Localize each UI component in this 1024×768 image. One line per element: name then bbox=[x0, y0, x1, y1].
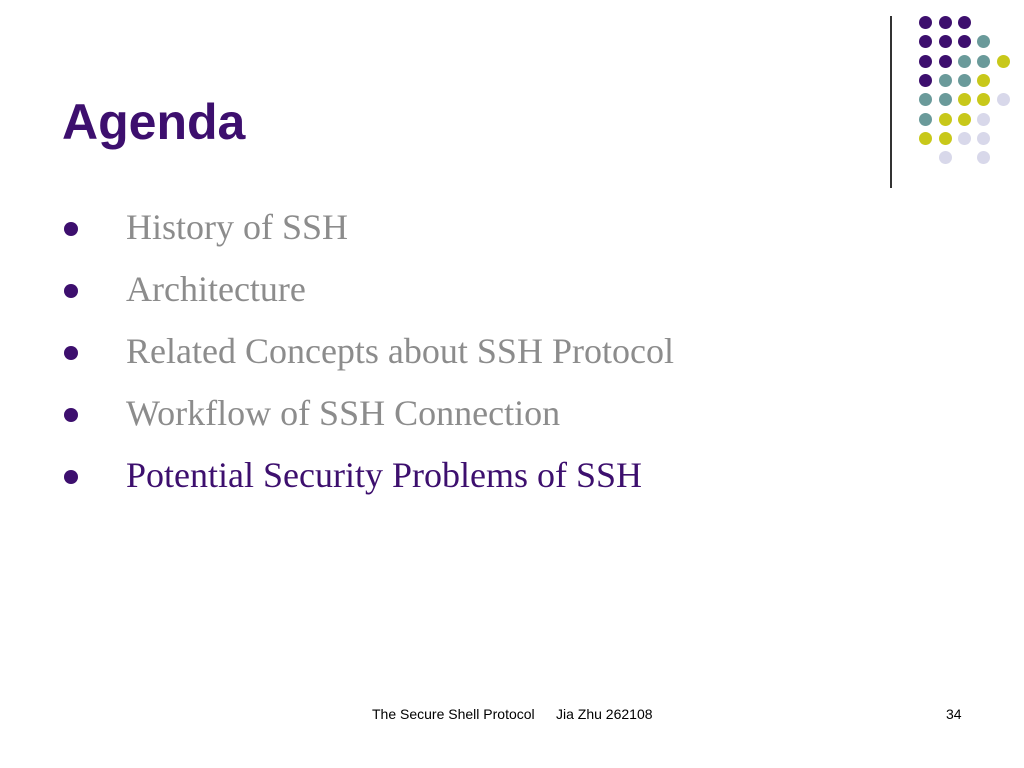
decorative-dot bbox=[977, 55, 990, 68]
decorative-dot bbox=[939, 74, 952, 87]
decorative-dot-grid bbox=[0, 0, 1024, 200]
bullet-dot-icon bbox=[64, 346, 78, 360]
decorative-dot bbox=[958, 55, 971, 68]
decorative-dot bbox=[977, 113, 990, 126]
decorative-dot bbox=[919, 16, 932, 29]
decorative-dot bbox=[939, 132, 952, 145]
decorative-dot bbox=[977, 74, 990, 87]
decorative-dot bbox=[919, 55, 932, 68]
slide-title: Agenda bbox=[62, 94, 246, 150]
decorative-dot bbox=[958, 113, 971, 126]
decorative-dot bbox=[977, 93, 990, 106]
decorative-dot bbox=[919, 93, 932, 106]
decorative-dot bbox=[997, 55, 1010, 68]
decorative-dot bbox=[939, 16, 952, 29]
decorative-dot bbox=[939, 151, 952, 164]
decorative-dot bbox=[939, 35, 952, 48]
decorative-dot bbox=[958, 93, 971, 106]
agenda-item-label: Potential Security Problems of SSH bbox=[126, 455, 642, 495]
footer-title: The Secure Shell Protocol bbox=[372, 706, 535, 722]
decorative-dot bbox=[997, 93, 1010, 106]
agenda-item-label: History of SSH bbox=[126, 207, 349, 247]
decorative-dot bbox=[958, 132, 971, 145]
decorative-dot bbox=[958, 74, 971, 87]
bullet-dot-icon bbox=[64, 284, 78, 298]
decorative-dot bbox=[939, 113, 952, 126]
decorative-dot bbox=[939, 93, 952, 106]
decorative-dot bbox=[919, 132, 932, 145]
decorative-dot bbox=[977, 35, 990, 48]
agenda-item-label: Related Concepts about SSH Protocol bbox=[126, 331, 674, 371]
bullet-dot-icon bbox=[64, 470, 78, 484]
decorative-dot bbox=[919, 113, 932, 126]
decorative-dot bbox=[939, 55, 952, 68]
decorative-dot bbox=[919, 35, 932, 48]
bullet-dot-icon bbox=[64, 408, 78, 422]
decorative-dot bbox=[977, 151, 990, 164]
decorative-dot bbox=[919, 74, 932, 87]
page-number: 34 bbox=[946, 706, 962, 722]
bullet-dot-icon bbox=[64, 222, 78, 236]
decorative-dot bbox=[977, 132, 990, 145]
footer-author: Jia Zhu 262108 bbox=[556, 706, 653, 722]
decorative-dot bbox=[958, 35, 971, 48]
agenda-item-label: Workflow of SSH Connection bbox=[126, 393, 561, 433]
decorative-dot bbox=[958, 16, 971, 29]
agenda-item-label: Architecture bbox=[126, 269, 306, 309]
